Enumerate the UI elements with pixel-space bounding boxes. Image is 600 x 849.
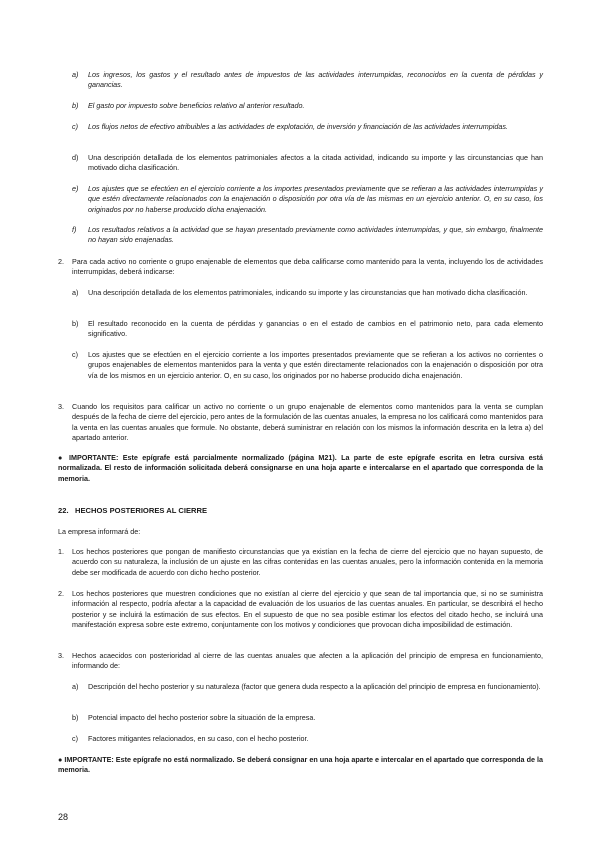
list-label: a) [72,70,79,79]
list-label: b) [72,713,79,722]
important-note: ● IMPORTANTE: Este epígrafe está parcialmente normalizado (página M21). La parte de este epígrafe escrita en letra cursiva está normalizada. El resto de información solicitada deberá consignarse en una hoja aparte e intercalarse en el apartado que corresponda de la memoria. [58,453,543,483]
list-label: a) [72,288,79,297]
list-item: Potencial impacto del hecho posterior sobre la situación de la empresa. [88,713,316,722]
page-number: 28 [58,812,69,822]
list-item: Una descripción detallada de los elementos patrimoniales afectos a la citada actividad, indicando su importe y las circunstancias que han motivado dicha clasificación. [88,153,543,173]
list-number: 2. [58,257,64,266]
list-item: Los hechos posteriores que muestren condiciones que no existían al cierre del ejercicio y que sean de tal importancia que, si no se suministra información al respecto, podría afectar a la capacidad de evaluación de los usuarios de las cuentas anuales. En particular, se describirá el hecho posterior y se incluirá la estimación de sus efectos. En el supuesto de que no sea posible estimar los efectos del citado hecho, se incluirá una manifestación expresa sobre este extremo, conjuntamente con los motivos y condiciones que provocan dicha imposibilidad de estimación. [72,589,543,630]
list-item: Para cada activo no corriente o grupo enajenable de elementos que deba calificarse como mantenido para la venta, incluyendo los de actividades interrumpidas, deberá indicarse: [72,257,543,277]
list-item: Los resultados relativos a la actividad que se hayan presentado previamente como actividades interrumpidas, y que, sin embargo, finalmente no hayan sido enajenadas. [88,225,543,245]
list-item: Los ingresos, los gastos y el resultado antes de impuestos de las actividades interrumpidas, reconocidos en la cuenta de pérdidas y ganancias. [88,70,543,90]
list-label: c) [72,350,78,359]
list-item: Los ajustes que se efectúen en el ejercicio corriente a los importes presentados previamente que se refieran a las actividades interrumpidas y que estén directamente relacionados con la enajenación o disposición por otra vía de las mismas en un ejercicio anterior. O, en su caso, los originados por no haberse producido dicha enajenación. [88,184,543,214]
list-label: b) [72,101,79,110]
list-item: Cuando los requisitos para calificar un activo no corriente o un grupo enajenable de elementos como mantenidos para la venta se cumplan después de la fecha de cierre del ejercicio, pero antes de la formulación de las cuentas anuales, la empresa no los calificará como mantenidos para la venta en las cuentas anuales que formule. No obstante, deberá suministrar en relación con los mismos la información descrita en la letra a) del apartado anterior. [72,402,543,443]
list-number: 3. [58,402,64,411]
list-item: Descripción del hecho posterior y su naturaleza (factor que genera duda respecto a la aplicación del principio de empresa en funcionamiento). [88,682,541,691]
list-label: a) [72,682,79,691]
section-number: 22. [58,506,69,515]
list-item: Factores mitigantes relacionados, en su caso, con el hecho posterior. [88,734,309,743]
section-title: HECHOS POSTERIORES AL CIERRE [75,506,208,515]
list-item: Los hechos posteriores que pongan de manifiesto circunstancias que ya existían en la fecha de cierre del ejercicio que no hayan supuesto, de acuerdo con su naturaleza, la inclusión de un ajuste en las cifras contenidas en las cuentas anuales, pero la información contenida en la memoria debe ser modificada de acuerdo con dicho hecho posterior. [72,547,543,577]
list-item: Hechos acaecidos con posterioridad al cierre de las cuentas anuales que afecten a la aplicación del principio de empresa en funcionamiento, informando de: [72,651,543,671]
list-label: d) [72,153,79,162]
list-number: 3. [58,651,64,660]
list-item: El gasto por impuesto sobre beneficios relativo al anterior resultado. [88,101,305,110]
list-item: Los flujos netos de efectivo atribuibles a las actividades de explotación, de inversión y financiación de las actividades interrumpidas. [88,122,508,131]
section-intro: La empresa informará de: [58,527,141,536]
list-label: e) [72,184,79,193]
list-label: c) [72,734,78,743]
list-item: El resultado reconocido en la cuenta de pérdidas y ganancias o en el estado de cambios en el patrimonio neto, para cada elemento significativo. [88,319,543,339]
list-item: Los ajustes que se efectúen en el ejercicio corriente a los importes presentados previamente que se refieran a los activos no corrientes o grupos enajenables de elementos mantenidos para la venta y que estén directamente relacionados con la enajenación o disposición por otra vía de los mismos en un ejercicio anterior. O, en su caso, los originados por no haberse producido dicha enajenación. [88,350,543,380]
list-label: b) [72,319,79,328]
list-number: 2. [58,589,64,598]
list-item: Una descripción detallada de los elementos patrimoniales, indicando su importe y las circunstancias que han motivado dicha clasificación. [88,288,528,297]
list-label: c) [72,122,78,131]
list-number: 1. [58,547,64,556]
list-label: f) [72,225,77,234]
important-note: ● IMPORTANTE: Este epígrafe no está normalizado. Se deberá consignar en una hoja aparte e intercalar en el apartado que corresponda de la memoria. [58,755,543,775]
